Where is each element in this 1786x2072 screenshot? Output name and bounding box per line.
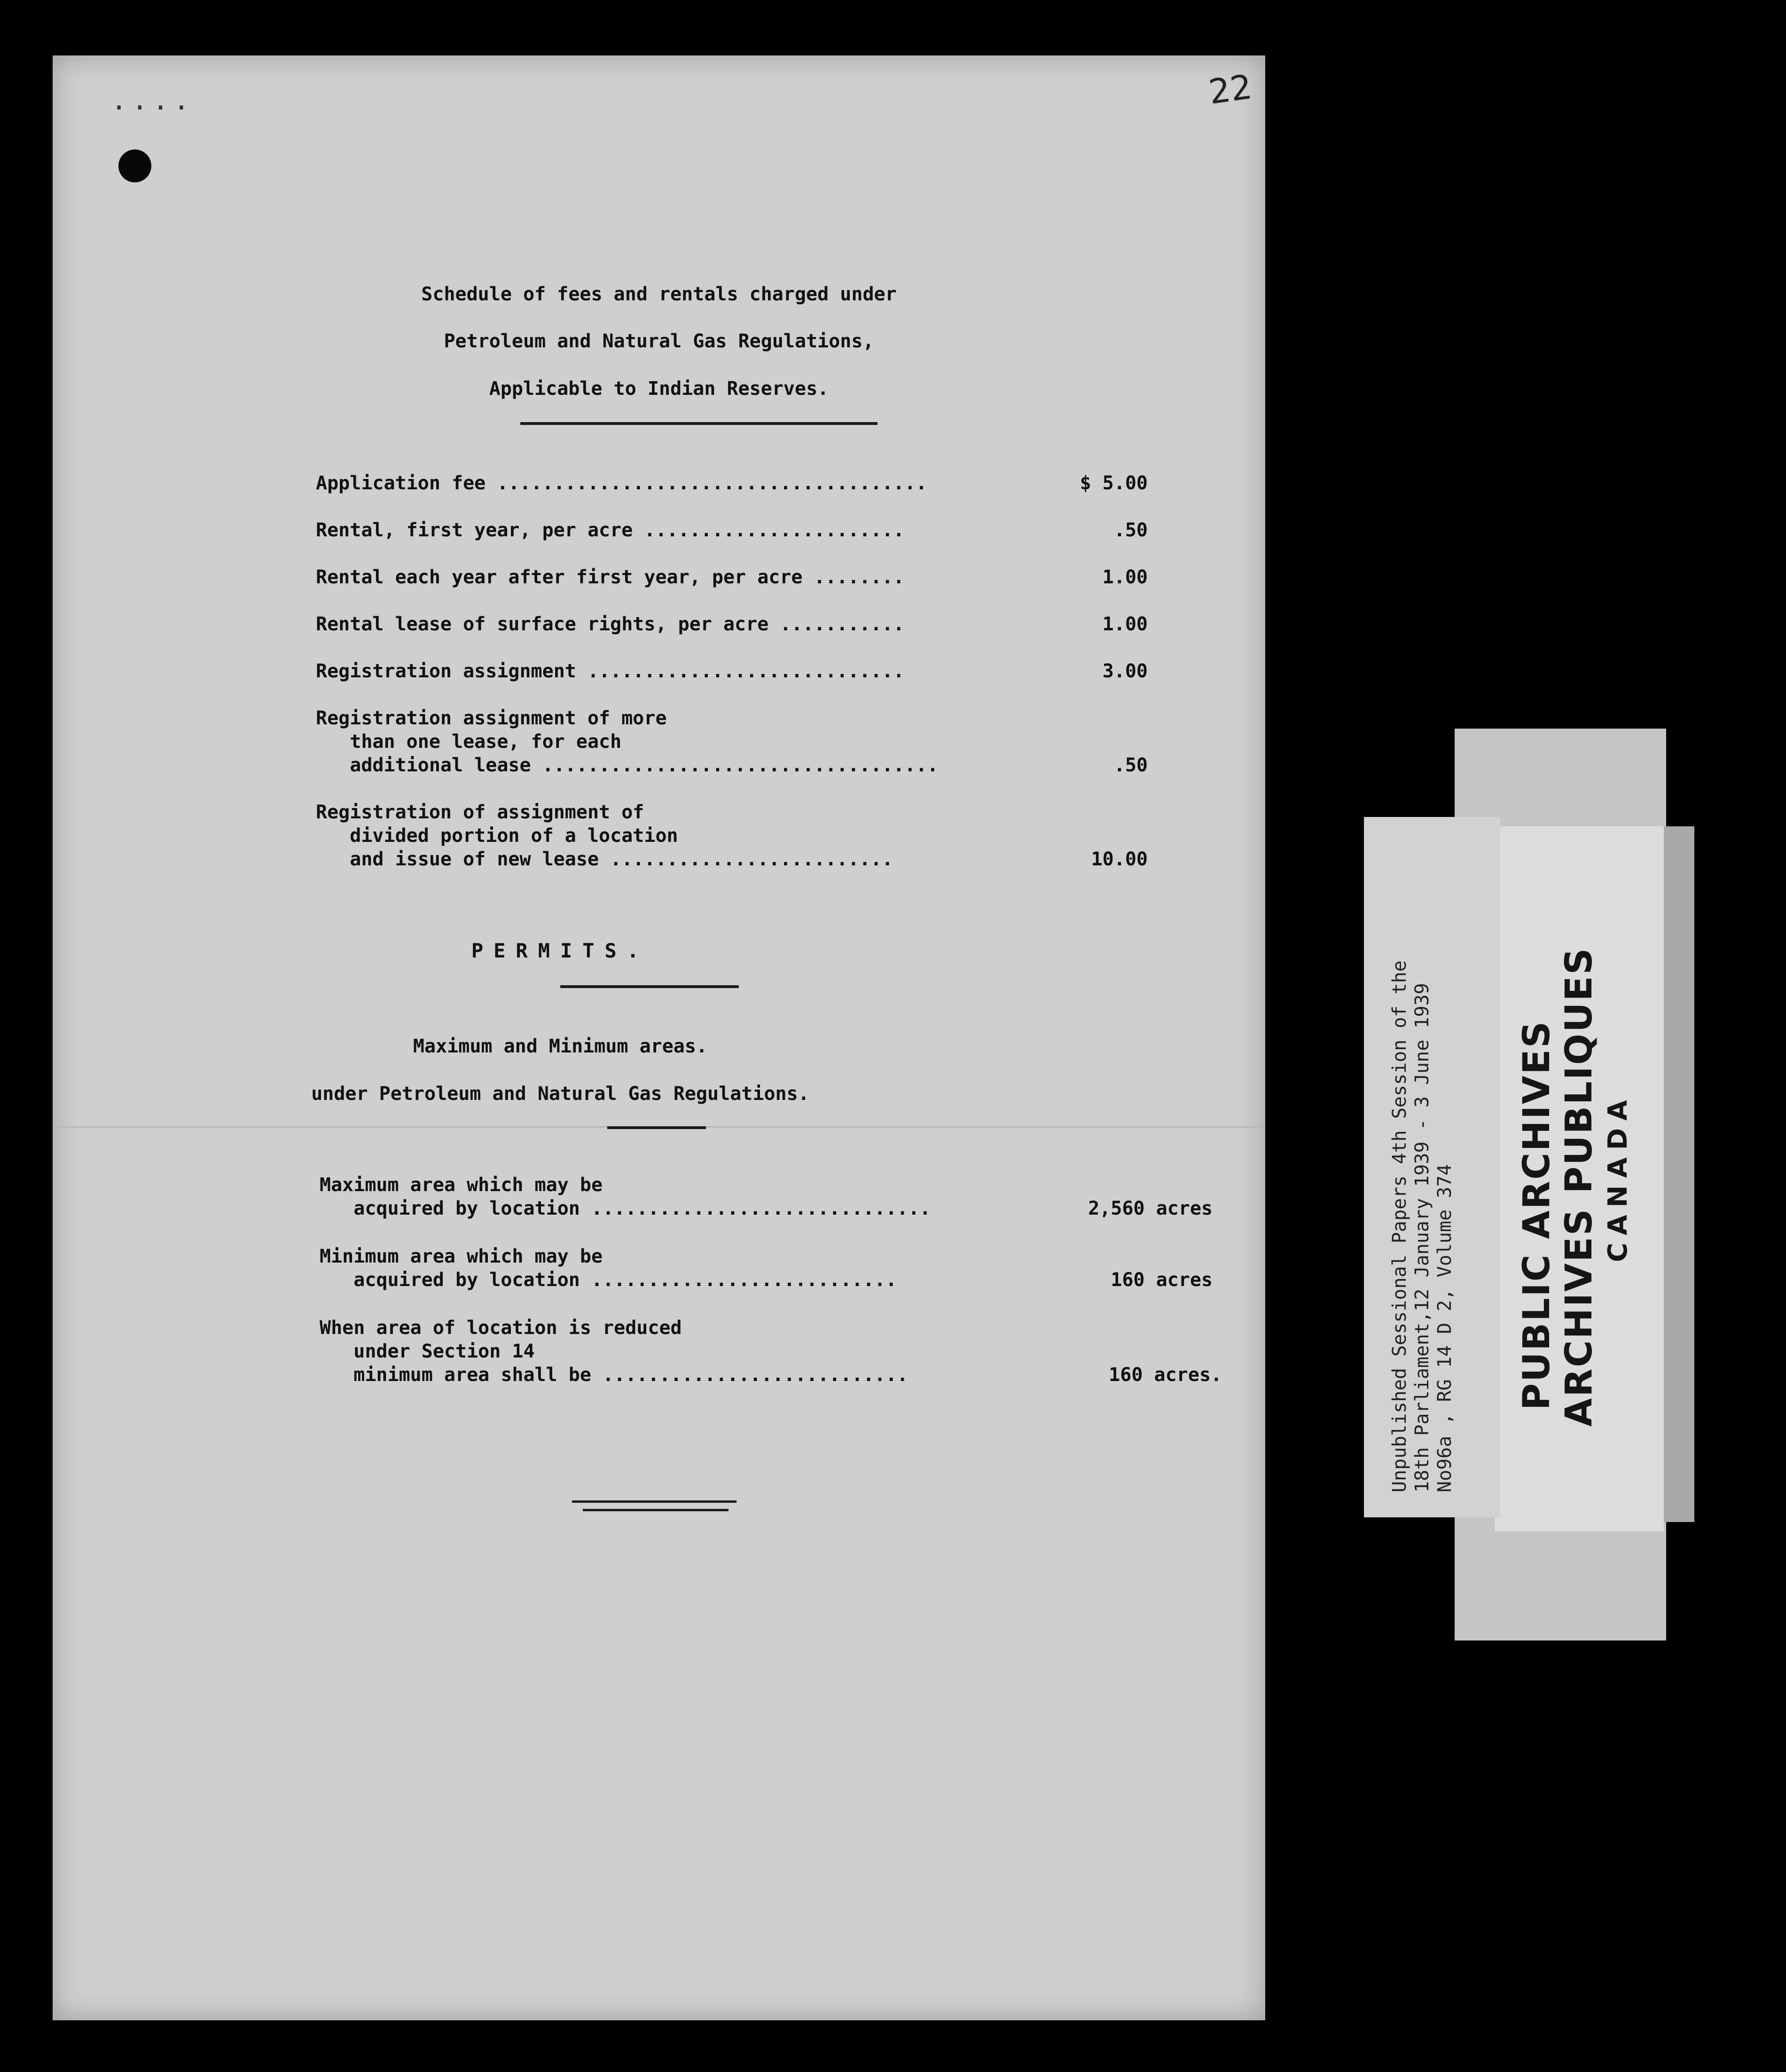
fee-description: Registration assignment ............................ [316,660,905,682]
fee-amount: 1.00 [1102,566,1148,588]
fee-description: Rental, first year, per acre ....................... [316,519,905,541]
fee-description: Rental lease of surface rights, per acre ........... [316,613,905,635]
end-rule-bottom [583,1509,728,1511]
permit-row [320,1245,1213,1292]
permits-heading: PERMITS. [471,939,650,962]
fee-row [316,801,1209,871]
permits-subheading-1: Maximum and Minimum areas. [413,1036,708,1057]
fee-amount: 3.00 [1102,660,1148,682]
archives-line-1: PUBLIC ARCHIVES [1516,1020,1558,1410]
fee-amount: .50 [1113,754,1148,776]
subheading-rule [607,1126,706,1129]
fee-description: Registration of assignment of divided portion of a location and issue of new lease ......................... [316,801,893,870]
archives-line-2: ARCHIVES PUBLIQUES [1558,947,1600,1427]
permit-amount: 2,560 acres [1088,1198,1213,1219]
permit-row [320,1316,1222,1387]
fee-description: Application fee ...................................... [316,472,927,494]
fee-row [316,565,1209,589]
fee-row [316,659,1209,683]
fee-description: Rental each year after first year, per acre ........ [316,566,905,588]
archives-line-3: CANADA [1603,1092,1633,1262]
heading-line-3: Applicable to Indian Reserves. [489,378,829,400]
heading-line-2: Petroleum and Natural Gas Regulations, [444,330,874,352]
permit-description: Minimum area which may be acquired by location ........................... [320,1246,897,1291]
fee-row [316,471,1209,495]
fee-amount: .50 [1113,519,1148,541]
permit-amount: 160 acres. [1109,1364,1222,1386]
fee-row [316,706,1209,777]
permit-description: Maximum area which may be acquired by location .............................. [320,1174,931,1219]
permit-row [320,1173,1213,1220]
permits-subheading-2: under Petroleum and Natural Gas Regulations. [311,1083,809,1105]
citation-line-2: 18th Parliament,12 January 1939 - 3 June 1939 [1411,983,1433,1492]
heading-rule [520,422,877,425]
document-page [53,55,1265,2020]
citation-line-3: No96a , RG 14 D 2, Volume 374 [1434,1164,1456,1492]
heading-line-1: Schedule of fees and rentals charged under [421,283,897,305]
page-number: 22 [1206,67,1255,112]
permit-description: When area of location is reduced under Section 14 minimum area shall be ........................... [320,1317,909,1386]
fee-amount: 1.00 [1102,613,1148,635]
fee-description: Registration assignment of more than one lease, for each additional lease ................................... [316,707,939,776]
archive-card-edge [1664,826,1694,1522]
fee-row [316,612,1209,636]
fee-amount: 10.00 [1091,848,1148,870]
permits-rule [560,985,739,988]
end-rule-top [572,1500,736,1503]
fee-amount: $ 5.00 [1080,472,1148,494]
permit-amount: 160 acres [1111,1269,1213,1291]
punch-hole [118,149,151,182]
fee-row [316,518,1209,542]
citation-line-1: Unpublished Sessional Papers 4th Session of the [1389,960,1410,1492]
margin-dots: ···· [114,88,197,127]
